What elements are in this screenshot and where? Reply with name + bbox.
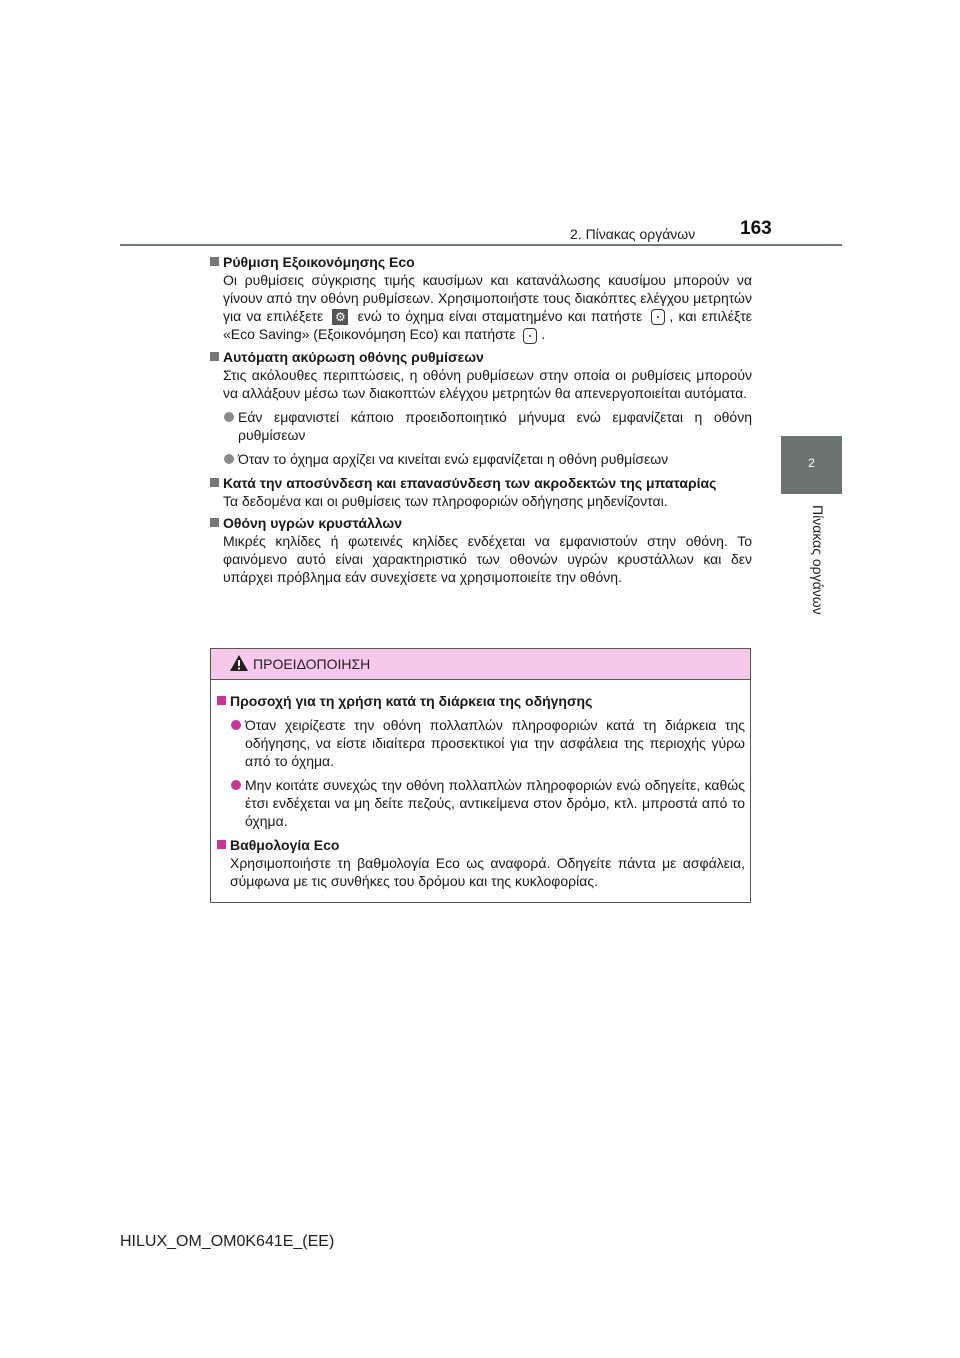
section-eco-saving — [210, 253, 752, 344]
warning-content — [217, 692, 745, 894]
list-item: Όταν το όχημα αρχίζει να κινείται ενώ εμφανίζεται η οθόνη ρυθμίσεων — [223, 450, 752, 468]
list-item: Όταν χειρίζεστε την οθόνη πολλαπλών πληροφοριών κατά τη διάρκεια της οδήγησης, να είστε ιδιαίτερα προσεκτικοί για την ασφάλεια της περιοχής γύρω από το όχημα. — [230, 716, 745, 770]
warning-section-body: Χρησιμοποιήστε τη βαθμολογία Eco ως αναφορά. Οδηγείτε πάντα με ασφάλεια, σύμφωνα με τις συνθήκες του δρόμου και της κυκλοφορίας. — [230, 855, 745, 889]
warning-label: ΠΡΟΕΙΔΟΠΟΙΗΣΗ — [253, 656, 371, 672]
warning-section-title: Προσοχή για τη χρήση κατά τη διάρκεια της οδήγησης — [230, 693, 593, 709]
section-title-eco-saving: Ρύθμιση Εξοικονόμησης Eco — [223, 254, 415, 270]
warning-header — [211, 649, 750, 680]
section-title-lcd: Οθόνη υγρών κρυστάλλων — [223, 514, 403, 531]
round-bullet-icon — [231, 720, 241, 730]
section-title-battery: Κατά την αποσύνδεση και επανασύνδεση των ακροδεκτών της μπαταρίας — [223, 474, 717, 491]
square-bullet-icon — [210, 352, 219, 361]
round-bullet-icon — [231, 780, 241, 790]
gear-icon: ⚙ — [332, 309, 348, 325]
section-body-lcd: Μικρές κηλίδες ή φωτεινές κηλίδες ενδέχεται να εμφανιστούν στην οθόνη. Το φαινόμενο αυτό είναι χαρακτηριστικό των οθονών υγρών κρυστάλλων και δεν υπάρχει πρόβλημα εάν συνεχίσετε να χρησιμοποιείτε την οθόνη. — [223, 532, 752, 585]
chapter-side-title: Πίνακας οργάνων — [810, 505, 826, 615]
warning-section-eco-score — [217, 836, 745, 890]
warning-section-title: Βαθμολογία Eco — [230, 837, 340, 853]
square-bullet-icon — [217, 840, 226, 849]
square-bullet-icon — [217, 696, 226, 705]
page-number: 163 — [740, 218, 772, 239]
section-battery — [210, 474, 752, 510]
square-bullet-icon — [210, 518, 219, 527]
chapter-number: 2 — [808, 456, 815, 470]
round-bullet-icon — [224, 412, 234, 422]
section-title-auto-cancel: Αυτόματη ακύρωση οθόνης ρυθμίσεων — [223, 348, 484, 365]
ok-button-icon — [523, 328, 537, 344]
main-content — [210, 253, 752, 590]
section-auto-cancel — [210, 348, 752, 468]
square-bullet-icon — [210, 478, 219, 487]
section-body-auto-cancel: Στις ακόλουθες περιπτώσεις, η οθόνη ρυθμίσεων στην οποία οι ρυθμίσεις μπορούν να αλλάξουν μέσω των διακοπτών ελέγχου μετρητών θα απενεργοποιείται αυτόματα. — [223, 366, 752, 401]
header-divider — [120, 244, 842, 246]
warning-triangle-icon — [229, 654, 249, 672]
square-bullet-icon — [210, 257, 219, 266]
chapter-tab — [781, 436, 842, 494]
section-body-eco-saving: Οι ρυθμίσεις σύγκρισης τιμής καυσίμων και κατανάλωσης καυσίμου μπορούν να γίνουν από την οθόνη ρυθμίσεων. Χρησιμοποιήστε τους διακόπτες ελέγχου μετρητών για να επιλέξετε ⚙ ενώ το όχημα είναι σταματημένο και πατήστε , και επιλέξτε «Eco Saving» (Εξοικονόμηση Eco) και πατήστε . — [223, 272, 752, 343]
round-bullet-icon — [224, 454, 234, 464]
warning-section-driving — [217, 692, 745, 830]
section-body-battery: Τα δεδομένα και οι ρυθμίσεις των πληροφοριών οδήγησης μηδενίζονται. — [223, 492, 668, 509]
ok-button-icon — [651, 309, 665, 325]
warning-box — [210, 648, 751, 903]
document-code: HILUX_OM_OM0K641E_(EE) — [120, 1233, 335, 1250]
section-lcd — [210, 514, 752, 586]
section-title: 2. Πίνακας οργάνων — [570, 226, 696, 242]
list-item: Μην κοιτάτε συνεχώς την οθόνη πολλαπλών πληροφοριών ενώ οδηγείτε, καθώς έτσι ενδέχεται να μη δείτε πεζούς, αντικείμενα στον δρόμο, κτλ. μπροστά από το όχημα. — [230, 776, 745, 830]
list-item: Εάν εμφανιστεί κάποιο προειδοποιητικό μήνυμα ενώ εμφανίζεται η οθόνη ρυθμίσεων — [223, 408, 752, 444]
